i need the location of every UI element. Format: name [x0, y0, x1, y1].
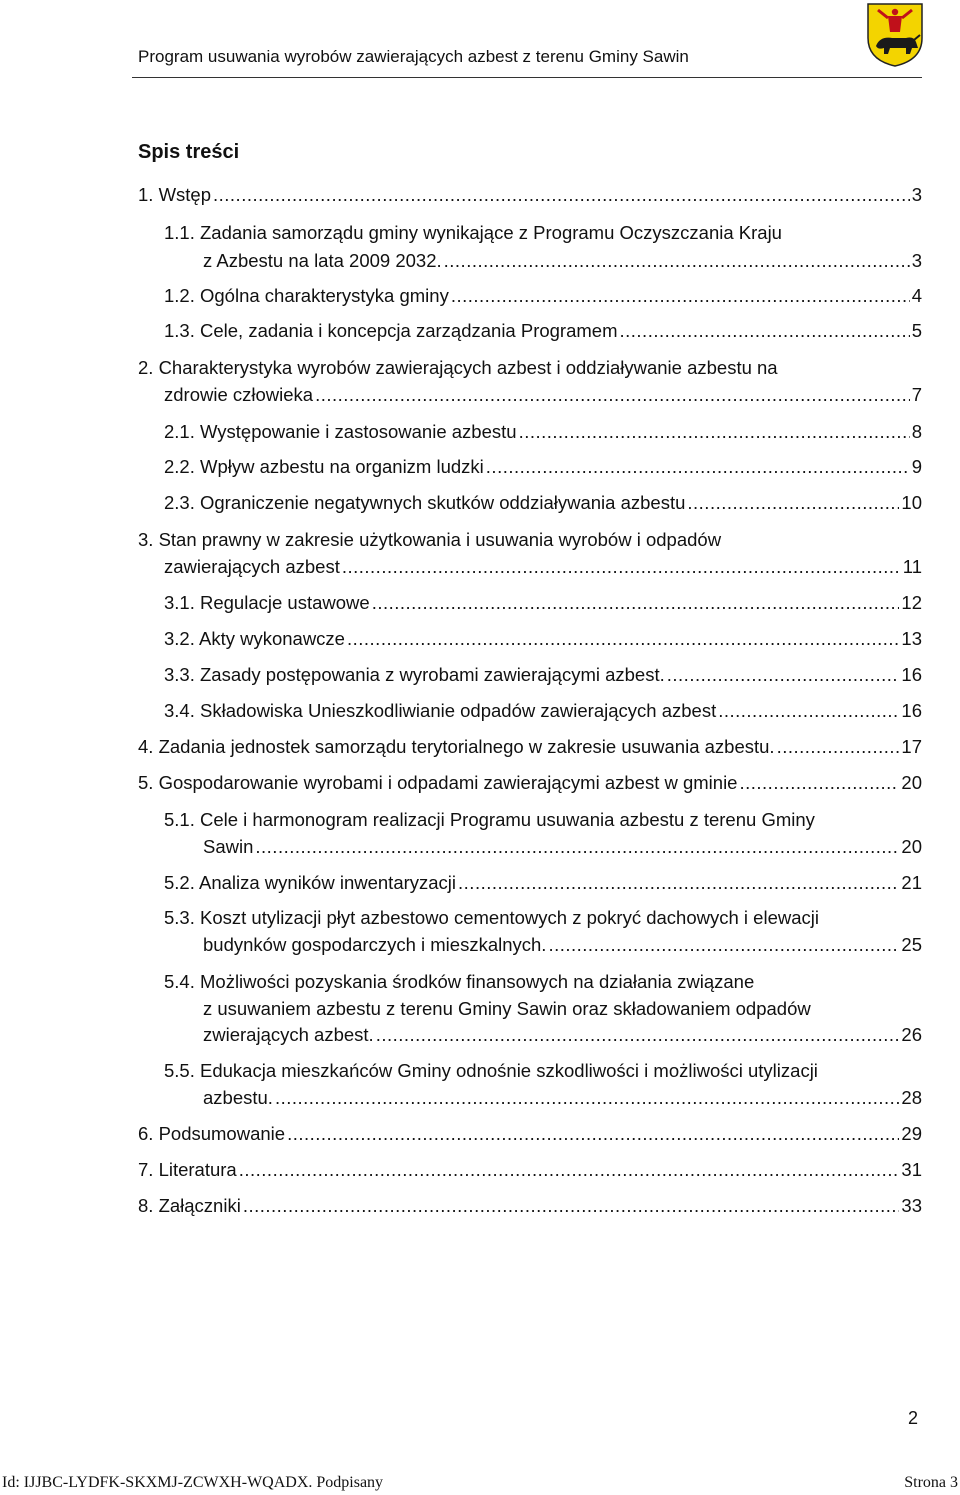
toc-leader [739, 772, 899, 794]
toc-leader [458, 872, 899, 894]
toc-entry-line[interactable]: 3. Stan prawny w zakresie użytkowania i usuwania wyrobów i odpadów [138, 529, 722, 550]
toc-entry-line[interactable]: z usuwaniem azbestu z terenu Gminy Sawin oraz składowaniem odpadów [203, 998, 811, 1019]
toc-leader [347, 628, 899, 650]
toc-entry-title: 1.3. Cele, zadania i koncepcja zarządzania Programem [164, 320, 618, 341]
toc-leader [777, 736, 900, 758]
toc-entry-line[interactable]: 5.4. Możliwości pozyskania środków finansowych na działania związane [164, 971, 755, 992]
toc-page-number: 20 [901, 836, 922, 857]
toc-entry-title: 3.3. Zasady postępowania z wyrobami zawierającymi azbest. [164, 664, 665, 685]
toc-page-number: 26 [901, 1024, 922, 1045]
toc-leader [239, 1159, 900, 1181]
toc-entry-title: 4. Zadania jednostek samorządu terytorialnego w zakresie usuwania azbestu. [138, 736, 775, 757]
toc-page-number: 7 [911, 384, 922, 405]
toc-entry-title: 1.2. Ogólna charakterystyka gminy [164, 285, 449, 306]
toc-entry-line[interactable]: 5.3. Koszt utylizacji płyt azbestowo cementowych z pokryć dachowych i elewacji [164, 907, 819, 928]
toc-entry[interactable] [164, 556, 922, 582]
toc-entry[interactable] [164, 456, 922, 482]
toc-leader [620, 320, 910, 342]
toc-entry[interactable] [164, 592, 922, 618]
toc-entry[interactable] [138, 772, 922, 798]
toc-leader [213, 184, 910, 206]
toc-leader [486, 456, 910, 478]
toc-page-number: 10 [901, 492, 922, 513]
document-id-footer: Id: IJJBC-LYDFK-SKXMJ-ZCWXH-WQADX. Podpisany [2, 1474, 384, 1491]
toc-leader [444, 250, 910, 272]
toc-leader [548, 934, 899, 956]
toc-heading: Spis treści [138, 141, 240, 163]
document-title: Program usuwania wyrobów zawierających azbest z terenu Gminy Sawin [138, 47, 689, 66]
toc-entry[interactable] [138, 1123, 922, 1149]
toc-entry-title: 7. Literatura [138, 1159, 237, 1180]
toc-page-number: 17 [901, 736, 922, 757]
toc-page-number: 4 [911, 285, 922, 306]
toc-entry-title: Sawin [203, 836, 254, 857]
toc-entry-title: 8. Załączniki [138, 1195, 241, 1216]
toc-leader [718, 700, 899, 722]
toc-entry-title: azbestu. [203, 1087, 273, 1108]
toc-page-number: 31 [901, 1159, 922, 1180]
toc-entry-title: 2.3. Ograniczenie negatywnych skutków oddziaływania azbestu [164, 492, 686, 513]
toc-entry[interactable] [203, 1024, 922, 1050]
toc-page-number: 16 [901, 664, 922, 685]
toc-entry-title: zawierających azbest [164, 556, 340, 577]
toc-page-number: 29 [901, 1123, 922, 1144]
toc-page-number: 13 [901, 628, 922, 649]
toc-entry-title: z Azbestu na lata 2009 2032. [203, 250, 442, 271]
toc-entry[interactable] [164, 285, 922, 311]
toc-leader [667, 664, 900, 686]
toc-entry-title: 6. Podsumowanie [138, 1123, 286, 1144]
toc-page-number: 33 [901, 1195, 922, 1216]
toc-entry[interactable] [164, 700, 922, 726]
toc-entry[interactable] [164, 384, 922, 410]
toc-page-number: 8 [911, 421, 922, 442]
toc-page-number: 21 [901, 872, 922, 893]
toc-page-number: 5 [911, 320, 922, 341]
toc-page-number: 12 [901, 592, 922, 613]
toc-entry-title: 5. Gospodarowanie wyrobami i odpadami zawierającymi azbest w gminie [138, 772, 738, 793]
toc-entry-line[interactable]: 5.5. Edukacja mieszkańców Gminy odnośnie szkodliwości i możliwości utylizacji [164, 1060, 818, 1081]
toc-entry[interactable] [138, 1195, 922, 1221]
toc-entry-title: 3.1. Regulacje ustawowe [164, 592, 370, 613]
toc-page-number: 3 [911, 184, 922, 205]
toc-entry[interactable] [164, 628, 922, 654]
toc-leader [255, 836, 899, 858]
toc-page-number: 9 [911, 456, 922, 477]
toc-entry[interactable] [164, 872, 922, 898]
toc-leader [315, 384, 910, 406]
toc-entry-title: 3.4. Składowiska Unieszkodliwianie odpadów zawierających azbest [164, 700, 717, 721]
toc-leader [687, 492, 899, 514]
toc-entry[interactable] [164, 320, 922, 346]
toc-leader [243, 1195, 900, 1217]
toc-entry[interactable] [164, 492, 922, 518]
toc-entry[interactable] [164, 664, 922, 690]
toc-entry[interactable] [138, 184, 922, 210]
toc-entry-line[interactable]: 1.1. Zadania samorządu gminy wynikające z Programu Oczyszczania Kraju [164, 222, 782, 243]
toc-page-number: 16 [901, 700, 922, 721]
coat-of-arms-icon [866, 2, 924, 68]
toc-entry[interactable] [203, 250, 922, 276]
toc-leader [342, 556, 901, 578]
toc-page-number: 25 [901, 934, 922, 955]
toc-entry-title: zwierających azbest. [203, 1024, 374, 1045]
toc-entry-title: zdrowie człowieka [164, 384, 314, 405]
toc-entry-title: 2.2. Wpływ azbestu na organizm ludzki [164, 456, 484, 477]
toc-entry-line[interactable]: 2. Charakterystyka wyrobów zawierających azbest i oddziaływanie azbestu na [138, 357, 778, 378]
toc-entry[interactable] [203, 836, 922, 862]
toc-entry[interactable] [138, 1159, 922, 1185]
toc-entry-line[interactable]: 5.1. Cele i harmonogram realizacji Programu usuwania azbestu z terenu Gminy [164, 809, 815, 830]
header-divider [132, 77, 922, 78]
toc-entry-title: budynków gospodarczych i mieszkalnych. [203, 934, 547, 955]
toc-entry-title: 1. Wstęp [138, 184, 211, 205]
toc-leader [376, 1024, 900, 1046]
toc-leader [287, 1123, 899, 1145]
toc-page-number: 11 [902, 556, 922, 577]
toc-leader [519, 421, 910, 443]
toc-entry[interactable] [164, 421, 922, 447]
page-number: 2 [908, 1408, 919, 1428]
toc-entry[interactable] [203, 1087, 922, 1113]
toc-entry[interactable] [138, 736, 922, 762]
toc-page-number: 20 [901, 772, 922, 793]
toc-page-number: 28 [901, 1087, 922, 1108]
toc-leader [275, 1087, 899, 1109]
toc-entry-title: 2.1. Występowanie i zastosowanie azbestu [164, 421, 517, 442]
toc-leader [451, 285, 910, 307]
toc-entry[interactable] [203, 934, 922, 960]
toc-leader [372, 592, 900, 614]
sheet-number-footer: Strona 3 [904, 1474, 958, 1491]
toc-entry-title: 5.2. Analiza wyników inwentaryzacji [164, 872, 457, 893]
toc-entry-title: 3.2. Akty wykonawcze [164, 628, 345, 649]
toc-page-number: 3 [911, 250, 922, 271]
